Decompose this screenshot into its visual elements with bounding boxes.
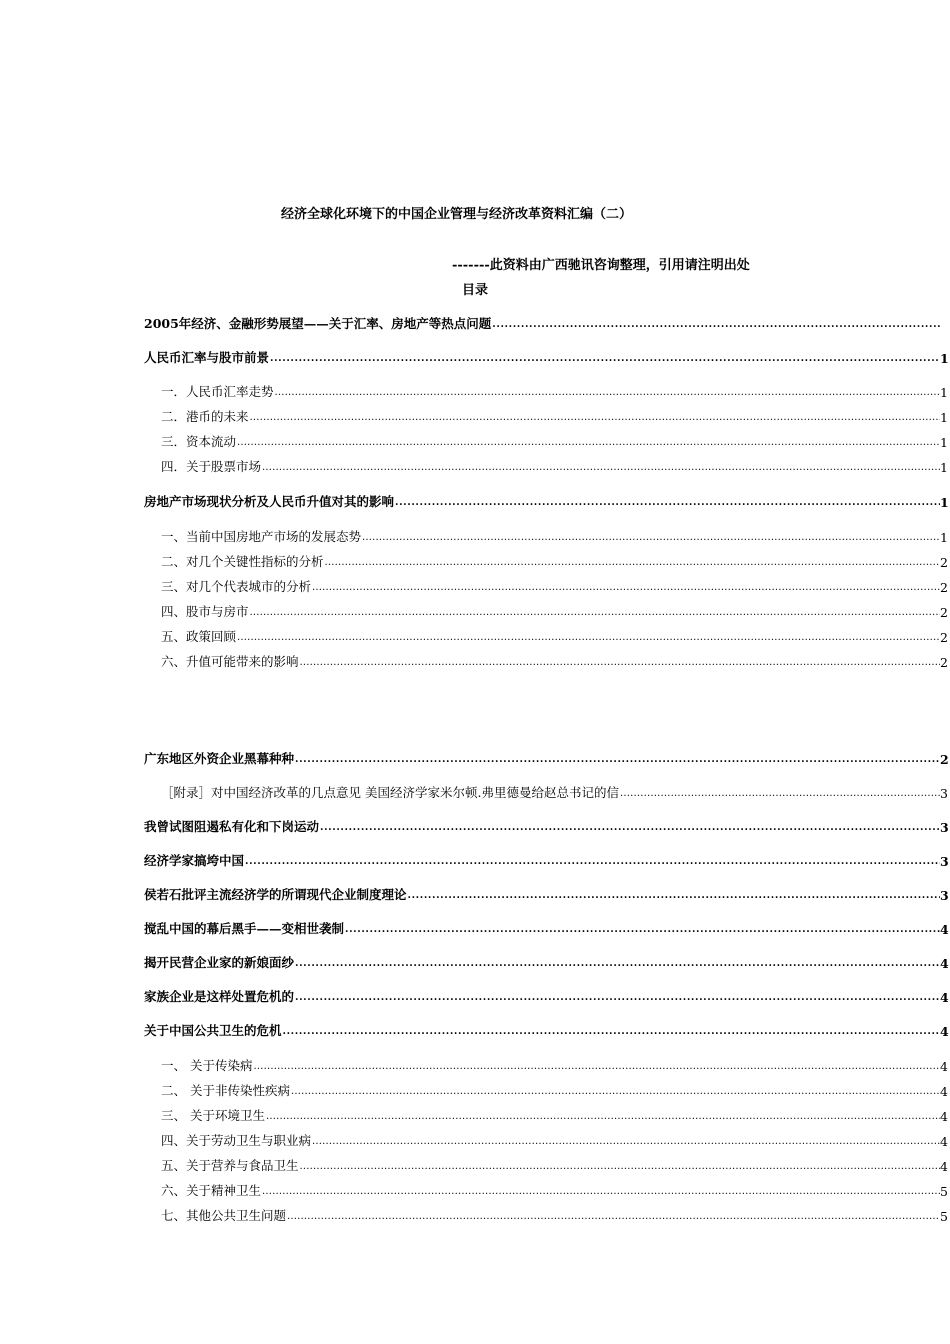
toc-entry-label: 二．港币的未来 xyxy=(161,409,249,424)
toc-entry-label: 四．关于股票市场 xyxy=(161,459,262,474)
toc-leader-dots xyxy=(286,1204,940,1224)
toc-entry-label: 一．人民币汇率走势 xyxy=(161,384,274,399)
toc-leader-dots xyxy=(299,1154,940,1174)
toc-entry-page: 4 xyxy=(940,1024,949,1039)
toc-entry[interactable] xyxy=(144,815,950,835)
toc-entry[interactable] xyxy=(144,312,950,332)
toc-entry-label: 关于中国公共卫生的危机 xyxy=(144,1023,282,1038)
toc-entry[interactable] xyxy=(144,849,950,869)
toc-entry-label: 搅乱中国的幕后黑手——变相世袭制 xyxy=(144,921,345,936)
toc-entry[interactable] xyxy=(161,380,950,400)
toc-entry-page: 3 xyxy=(940,854,949,869)
toc-entry-page: 4 xyxy=(940,922,949,937)
toc-entry[interactable] xyxy=(161,650,950,670)
toc-entry-page: 2 xyxy=(940,752,949,767)
toc-leader-dots xyxy=(311,1129,940,1149)
toc-entry-page: 4 xyxy=(940,1159,948,1174)
source-note: -------此资料由广西驰讯咨询整理，引用请注明出处 xyxy=(452,258,750,273)
toc-entry[interactable] xyxy=(161,550,950,570)
toc-leader-dots xyxy=(269,346,940,366)
toc-leader-dots xyxy=(252,1054,940,1074)
toc-leader-dots xyxy=(274,380,940,400)
toc-entry[interactable] xyxy=(161,781,950,801)
toc-entry[interactable] xyxy=(161,455,950,475)
toc-leader-dots xyxy=(290,1079,940,1099)
toc-entry-label: 六、升值可能带来的影响 xyxy=(161,654,299,669)
toc-heading: 目录 xyxy=(462,283,489,298)
toc-entry[interactable] xyxy=(144,985,950,1005)
toc-leader-dots xyxy=(311,575,940,595)
toc-entry[interactable] xyxy=(144,917,950,937)
toc-entry[interactable] xyxy=(161,405,950,425)
toc-entry-page: 3 xyxy=(940,786,948,801)
toc-leader-dots xyxy=(344,917,940,937)
toc-entry-label: 房地产市场现状分析及人民币升值对其的影响 xyxy=(144,494,395,509)
toc-entry-page: 2 xyxy=(940,655,948,670)
toc-entry-label: 我曾试图阻遏私有化和下岗运动 xyxy=(144,819,320,834)
toc-entry-page: 1 xyxy=(940,410,948,425)
toc-entry[interactable] xyxy=(161,575,950,595)
toc-entry[interactable] xyxy=(144,1019,950,1039)
toc-leader-dots xyxy=(244,849,940,869)
toc-entry[interactable] xyxy=(161,1104,950,1124)
toc-leader-dots xyxy=(249,405,940,425)
toc-entry-page: 5 xyxy=(940,1209,948,1224)
toc-entry-label: 广东地区外资企业黑幕种种 xyxy=(144,751,295,766)
page-title: 经济全球化环境下的中国企业管理与经济改革资料汇编（二） xyxy=(281,207,633,222)
toc-leader-dots xyxy=(236,430,940,450)
toc-entry-page: 4 xyxy=(940,956,949,971)
toc-leader-dots xyxy=(361,525,940,545)
toc-entry[interactable] xyxy=(161,1129,950,1149)
toc-entry-page: 4 xyxy=(940,990,949,1005)
toc-entry-label: 三、对几个代表城市的分析 xyxy=(161,579,312,594)
toc-entry[interactable] xyxy=(161,625,950,645)
toc-entry-label: 三、 关于环境卫生 xyxy=(161,1108,265,1123)
toc-entry[interactable] xyxy=(144,747,950,767)
toc-entry[interactable] xyxy=(161,1179,950,1199)
toc-entry-label: 四、关于劳动卫生与职业病 xyxy=(161,1133,312,1148)
toc-leader-dots xyxy=(294,747,940,767)
toc-entry-label: 五、关于营养与食品卫生 xyxy=(161,1158,299,1173)
toc-entry-page: 2 xyxy=(940,630,948,645)
toc-leader-dots xyxy=(236,625,940,645)
toc-leader-dots xyxy=(407,883,940,903)
toc-leader-dots xyxy=(282,1019,940,1039)
toc-entry-page: 1 xyxy=(940,385,948,400)
toc-leader-dots xyxy=(394,490,940,510)
toc-leader-dots xyxy=(619,781,940,801)
toc-entry-label: 二、对几个关键性指标的分析 xyxy=(161,554,324,569)
toc-entry-label: 一、 关于传染病 xyxy=(161,1058,253,1073)
toc-entry-label: 七、其他公共卫生问题 xyxy=(161,1208,287,1223)
toc-leader-dots xyxy=(261,1179,940,1199)
toc-entry-label: 四、股市与房市 xyxy=(161,604,249,619)
toc-entry[interactable] xyxy=(144,490,950,510)
toc-entry[interactable] xyxy=(144,951,950,971)
toc-entry-page: 2 xyxy=(940,580,948,595)
toc-entry-label: 三．资本流动 xyxy=(161,434,237,449)
toc-entry-label: 五、政策回顾 xyxy=(161,629,237,644)
toc-entry[interactable] xyxy=(144,346,950,366)
toc-entry[interactable] xyxy=(144,883,950,903)
toc-entry[interactable] xyxy=(161,430,950,450)
toc-entry[interactable] xyxy=(161,525,950,545)
toc-entry[interactable] xyxy=(161,600,950,620)
toc-entry-label: 家族企业是这样处置危机的 xyxy=(144,989,295,1004)
toc-entry-label: 揭开民营企业家的新娘面纱 xyxy=(144,955,295,970)
toc-leader-dots xyxy=(299,650,940,670)
toc-entry[interactable] xyxy=(161,1154,950,1174)
toc-entry-label: 2005年经济、金融形势展望——关于汇率、房地产等热点问题 xyxy=(144,316,492,331)
toc-leader-dots xyxy=(324,550,940,570)
toc-entry-label: ［附录］对中国经济改革的几点意见 美国经济学家米尔顿.弗里德曼给赵总书记的信 xyxy=(161,785,619,800)
toc-leader-dots xyxy=(319,815,940,835)
toc-entry-page: 4 xyxy=(940,1084,948,1099)
toc-entry-page: 5 xyxy=(940,1184,948,1199)
toc-entry[interactable] xyxy=(161,1204,950,1224)
toc-entry-page: 3 xyxy=(940,820,949,835)
toc-entry-page: 2 xyxy=(940,605,948,620)
toc-leader-dots xyxy=(294,951,940,971)
toc-entry-page: 4 xyxy=(940,1134,948,1149)
toc-entry-page: 4 xyxy=(940,1059,948,1074)
toc-leader-dots xyxy=(261,455,940,475)
toc-entry-label: 侯若石批评主流经济学的所谓现代企业制度理论 xyxy=(144,887,407,902)
toc-leader-dots xyxy=(265,1104,940,1124)
toc-entry-label: 经济学家搞垮中国 xyxy=(144,853,245,868)
toc-entry[interactable] xyxy=(161,1054,950,1074)
toc-entry-label: 一、当前中国房地产市场的发展态势 xyxy=(161,529,362,544)
toc-entry-label: 六、关于精神卫生 xyxy=(161,1183,262,1198)
toc-entry-page: 1 xyxy=(940,435,948,450)
toc-entry[interactable] xyxy=(161,1079,950,1099)
toc-entry-page: 4 xyxy=(940,1109,948,1124)
toc-leader-dots xyxy=(249,600,940,620)
toc-entry-page: 1 xyxy=(940,530,948,545)
toc-leader-dots xyxy=(294,985,940,1005)
toc-entry-page: 1 xyxy=(940,351,949,366)
toc-leader-dots xyxy=(491,312,940,332)
toc-entry-page: 3 xyxy=(940,888,949,903)
toc-entry-page: 1 xyxy=(940,460,948,475)
toc-entry-page: 1 xyxy=(940,495,949,510)
toc-entry-page: 2 xyxy=(940,555,948,570)
toc-entry-label: 人民币汇率与股市前景 xyxy=(144,350,270,365)
toc-entry-label: 二、 关于非传染性疾病 xyxy=(161,1083,290,1098)
